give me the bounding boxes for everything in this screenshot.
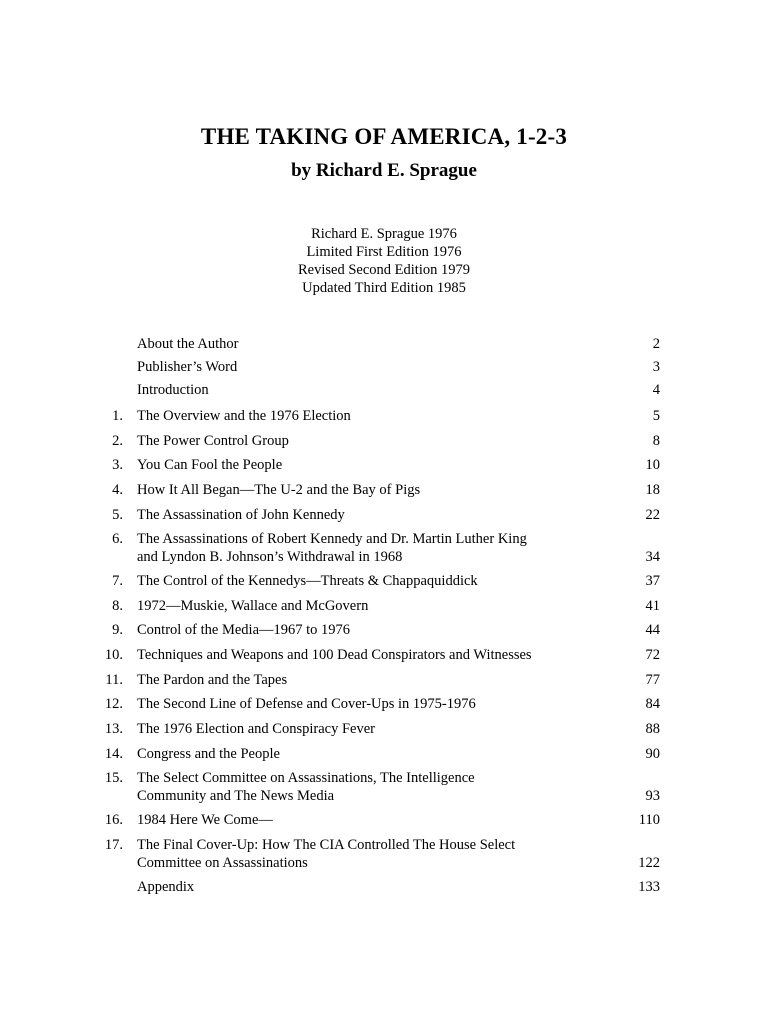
toc-entry-title-line: Appendix [137,879,195,895]
toc-entry-title-line: The Assassination of John Kennedy [137,507,345,523]
toc-entry-title [137,597,577,615]
toc-entry-title-line: Introduction [137,382,209,398]
toc-entry-title [137,456,577,474]
toc-entry-number: 4. [112,482,123,498]
toc-entry-number: 5. [112,507,123,523]
toc-entry-page-number: 3 [652,359,660,375]
toc-entry-title-line: Control of the Media—1967 to 1976 [137,622,351,638]
toc-entry-number: 1. [112,408,123,424]
edition-line: Limited First Edition 1976 [306,244,462,260]
toc-entry-title-line: The Select Committee on Assassinations, The Intelligence [137,770,475,786]
toc-entry-title-line: The Power Control Group [137,433,289,449]
toc-entry-title-line: Congress and the People [137,746,280,762]
toc-entry-number: 11. [105,672,123,688]
toc-entry-title-line: About the Author [137,336,239,352]
toc-entry-title [137,530,577,566]
toc-entry-title-line: The Control of the Kennedys—Threats & Chappaquiddick [137,573,478,589]
toc-entry-title-line: Techniques and Weapons and 100 Dead Conspirators and Witnesses [137,647,532,663]
toc-entry-title-line: The Overview and the 1976 Election [137,408,351,424]
toc-entry-page-number: 34 [645,549,660,565]
toc-entry-page-number: 2 [652,336,660,352]
toc-entry-title [137,481,577,499]
toc-entry-title-line: The Pardon and the Tapes [137,672,288,688]
toc-entry-number: 3. [112,457,123,473]
toc-entry-title-line: 1972—Muskie, Wallace and McGovern [137,598,369,614]
toc-entry-title-line: You Can Fool the People [137,457,283,473]
toc-entry-number: 17. [104,837,123,853]
toc-entry-page-number: 8 [652,433,660,449]
toc-entry-page-number: 133 [638,879,660,895]
toc-entry-title [137,621,577,639]
toc-entry-title [137,878,577,896]
toc-entry-title [137,358,577,376]
toc-entry-title-line: Committee on Assassinations [137,855,308,871]
toc-entry-title [137,695,577,713]
author-line: by Richard E. Sprague [291,160,477,181]
toc-entry-number: 16. [104,812,123,828]
toc-entry-title [137,506,577,524]
toc-entry-title [137,572,577,590]
toc-entry-number: 7. [112,573,123,589]
toc-entry-title [137,720,577,738]
book-title: THE TAKING OF AMERICA, 1-2-3 [200,124,568,149]
toc-entry-number: 12. [104,696,123,712]
toc-entry-title-line: How It All Began—The U-2 and the Bay of Pigs [137,482,421,498]
toc-entry-number: 15. [104,770,123,786]
toc-entry-title-line: and Lyndon B. Johnson’s Withdrawal in 1968 [137,549,403,565]
toc-entry-page-number: 10 [645,457,660,473]
toc-entry-title [137,811,577,829]
toc-entry-page-number: 77 [645,672,660,688]
toc-entry-page-number: 93 [645,788,660,804]
edition-line: Updated Third Edition 1985 [302,280,466,296]
toc-entry-title [137,407,577,425]
toc-entry-title-line: Community and The News Media [137,788,335,804]
toc-entry-number: 14. [104,746,123,762]
edition-line: Revised Second Edition 1979 [298,262,470,278]
toc-entry-page-number: 18 [645,482,660,498]
toc-entry-title [137,335,577,353]
toc-entry-title-line: 1984 Here We Come— [137,812,273,828]
toc-entry-title-line: The Final Cover-Up: How The CIA Controlled The House Select [137,837,516,853]
toc-entry-page-number: 41 [645,598,660,614]
toc-entry-number: 10. [104,647,123,663]
toc-entry-title-line: Publisher’s Word [137,359,238,375]
toc-entry-page-number: 88 [645,721,660,737]
edition-line: Richard E. Sprague 1976 [311,226,457,242]
toc-entry-number: 8. [112,598,123,614]
toc-entry-title [137,432,577,450]
toc-entry-title-line: The Assassinations of Robert Kennedy and Dr. Martin Luther King [137,531,527,547]
toc-entry-title [137,671,577,689]
toc-entry-title [137,381,577,399]
edition-history [0,225,768,297]
toc-entry-page-number: 122 [638,855,660,871]
toc-entry-page-number: 44 [645,622,660,638]
toc-entry-title-line: The 1976 Election and Conspiracy Fever [137,721,375,737]
toc-entry-page-number: 5 [652,408,660,424]
toc-entry-page-number: 72 [645,647,660,663]
toc-entry-page-number: 110 [638,812,660,828]
toc-entry-title [137,769,577,805]
toc-entry-number: 9. [112,622,123,638]
toc-entry-title [137,836,577,872]
toc-entry-title-line: The Second Line of Defense and Cover-Ups in 1975-1976 [137,696,476,712]
toc-entry-number: 2. [112,433,123,449]
toc-entry-page-number: 4 [652,382,660,398]
toc-entry-page-number: 37 [645,573,660,589]
toc-entry-title [137,646,577,664]
toc-entry-title [137,745,577,763]
toc-entry-number: 6. [112,531,123,547]
toc-entry-page-number: 84 [645,696,660,712]
toc-entry-number: 13. [104,721,123,737]
toc-entry-page-number: 90 [645,746,660,762]
toc-entry-page-number: 22 [645,507,660,523]
